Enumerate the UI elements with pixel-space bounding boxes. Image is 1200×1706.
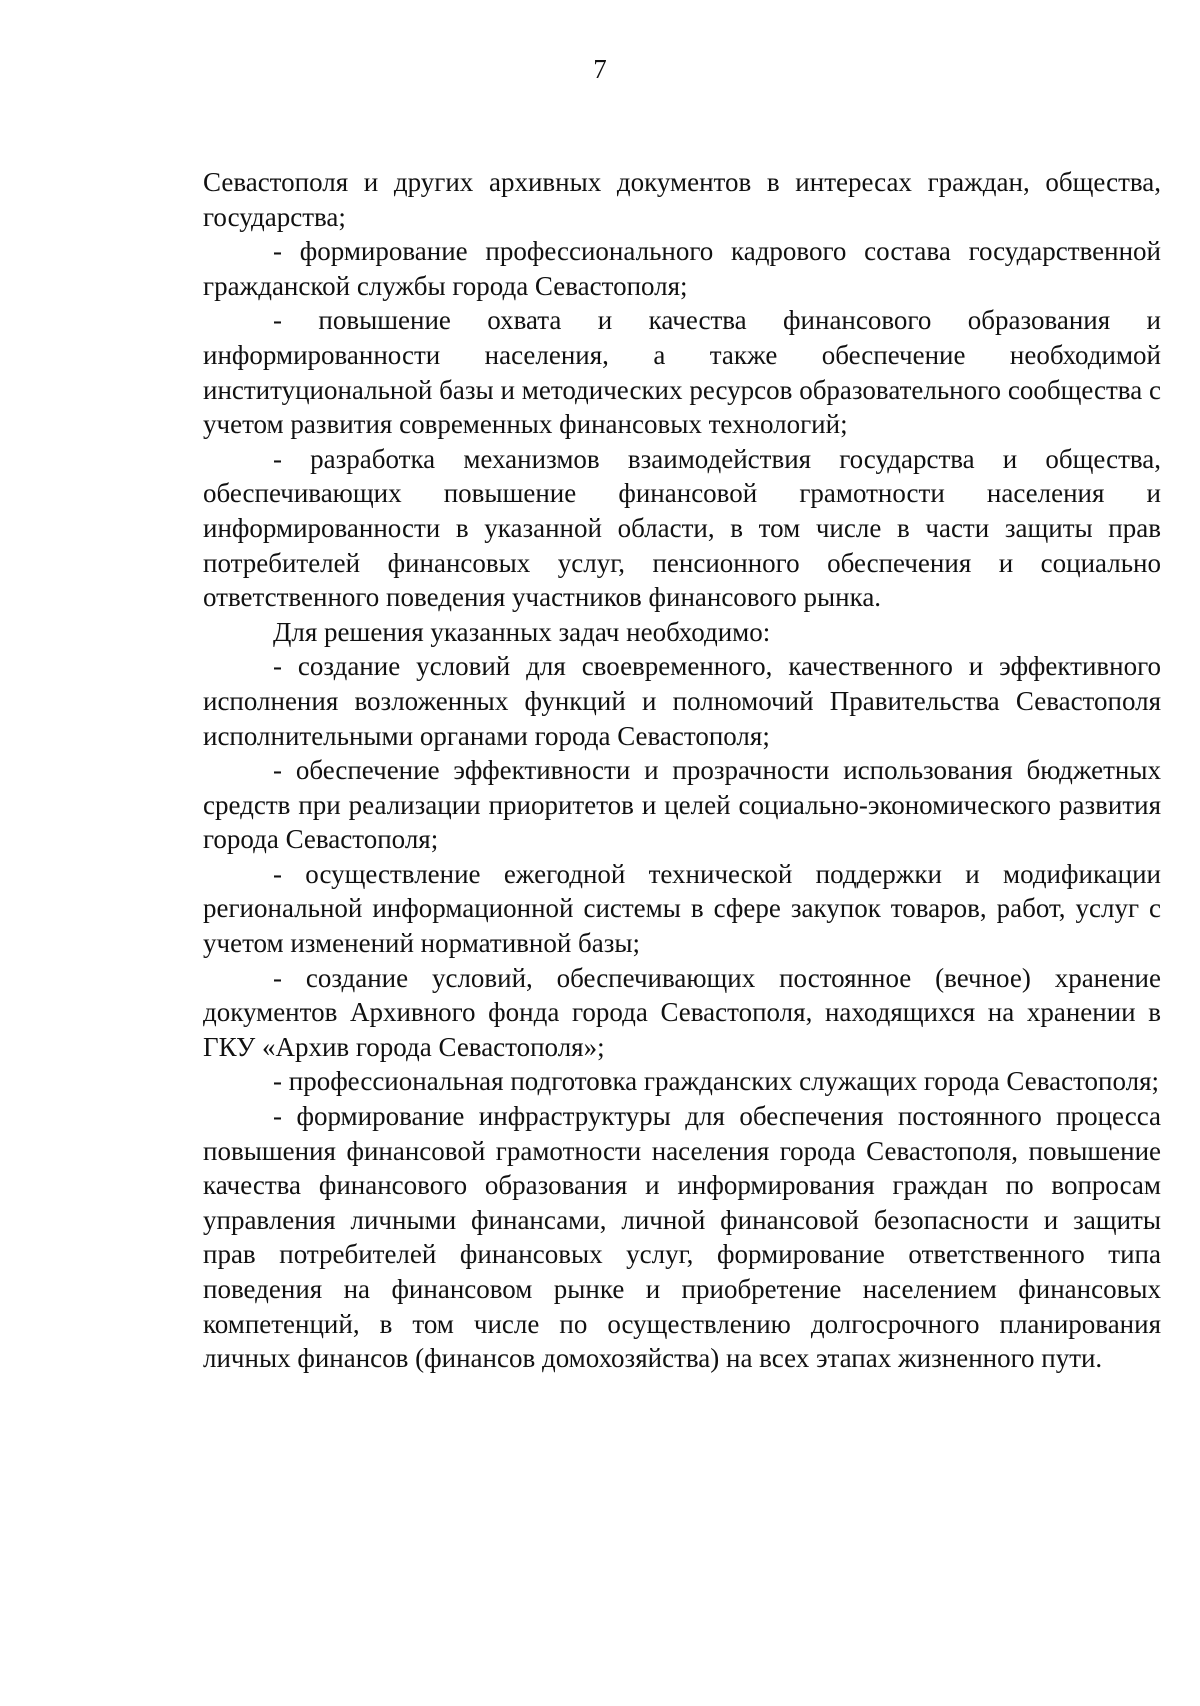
paragraph: - профессиональная подготовка гражданских служащих города Севастополя; [273, 1066, 1160, 1097]
paragraph: - создание условий для своевременного, качественного и эффективного исполнения возложенных функций и полномочий Правительства Севастополя исполнительными органами города Севастополя; [203, 651, 1161, 751]
paragraph: - создание условий, обеспечивающих постоянное (вечное) хранение документов Архивного фонда города Севастополя, находящихся на хранении в ГКУ «Архив города Севастополя»; [203, 962, 1161, 1062]
paragraph: - формирование инфраструктуры для обеспечения постоянного процесса повышения финансовой грамотности населения города Севастополя, повышение качества финансового образования и информирования граждан по вопросам управления личными финансами, личной финансовой безопасности и защиты прав потребителей финансовых услуг, формирование ответственного типа поведения на финансовом рынке и приобретение населением финансовых компетенций, в том числе по осуществлению долгосрочного планирования личных финансов (финансов домохозяйства) на всех этапах жизненного пути. [203, 1101, 1161, 1374]
paragraph: - формирование профессионального кадрового состава государственной гражданской службы города Севастополя; [203, 236, 1161, 301]
body-text [203, 165, 1161, 1376]
paragraph: Для решения указанных задач необходимо: [273, 616, 771, 647]
paragraph: - разработка механизмов взаимодействия государства и общества, обеспечивающих повышение финансовой грамотности населения и информированности в указанной области, в том числе в части защиты прав потребителей финансовых услуг, пенсионного обеспечения и социально ответственного поведения участников финансового рынка. [203, 443, 1161, 613]
paragraph: - обеспечение эффективности и прозрачности использования бюджетных средств при реализации приоритетов и целей социально-экономического развития города Севастополя; [203, 755, 1161, 855]
page-number: 7 [593, 54, 607, 84]
paragraph: - повышение охвата и качества финансового образования и информированности населения, а также обеспечение необходимой институциональной базы и методических ресурсов образовательного сообщества с учетом развития современных финансовых технологий; [203, 305, 1161, 440]
paragraph: - осуществление ежегодной технической поддержки и модификации региональной информационной системы в сфере закупок товаров, работ, услуг с учетом изменений нормативной базы; [203, 858, 1161, 959]
paragraph: Севастополя и других архивных документов в интересах граждан, общества, государства; [203, 167, 1161, 232]
